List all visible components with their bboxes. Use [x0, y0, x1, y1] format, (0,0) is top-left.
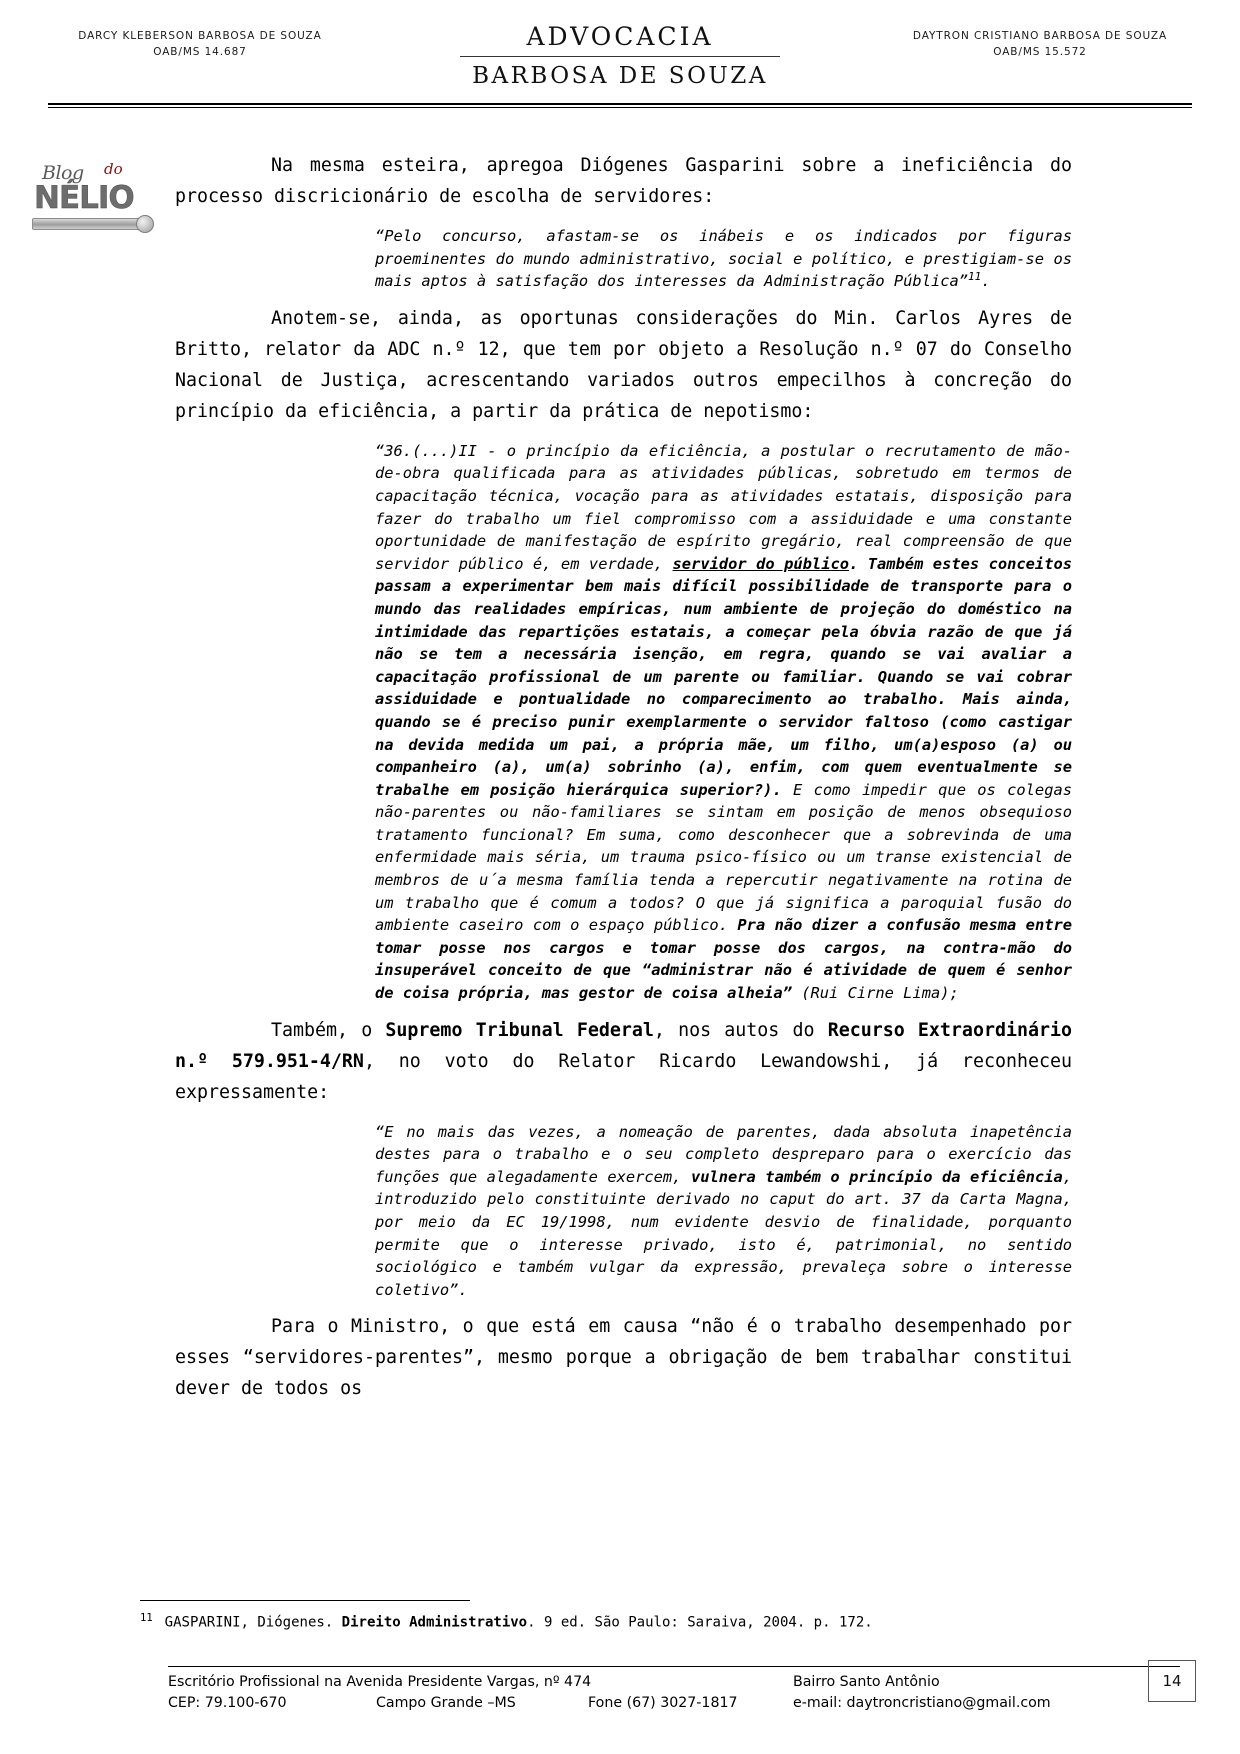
logo-name-text: NÉLIO: [34, 180, 134, 216]
page-number-box: 14: [1148, 1660, 1196, 1702]
footer-row-2: [168, 1693, 1180, 1714]
blog-logo-watermark: [28, 160, 146, 240]
logo-knob-icon: [136, 215, 154, 233]
footer-row-1: [168, 1672, 1180, 1693]
footnote-area: [140, 1600, 1072, 1633]
footnote-author: GASPARINI, Diógenes.: [164, 1614, 342, 1631]
paragraph-4: Para o Ministro, o que está em causa “não é o trabalho desempenhado por esses “servidores-parentes”, mesmo porque a obrigação de bem trabalhar constitui dever de todos os: [175, 1316, 1072, 1400]
header-right-lawyer: [890, 28, 1190, 61]
footer-city: Campo Grande –MS: [376, 1695, 516, 1711]
header-left-lawyer: [50, 28, 350, 61]
paragraph-2: Anotem-se, ainda, as oportunas considerações do Min. Carlos Ayres de Britto, relator da ADC n.º 12, que tem por objeto a Resolução n.º 07 do Conselho Nacional de Justiça, acrescentando variados outros empecilhos à concreção do princípio da eficiência, a partir da prática de nepotismo:: [175, 307, 1072, 422]
logo-do-text: do: [104, 160, 123, 178]
quotation-1-period: .: [981, 272, 991, 291]
quotation-3-part-a: “E no mais das vezes, a nomeação de parentes, dada absoluta inapetência destes para o trabalho e o seu completo despreparo para o exercício das funções que alegadamente exercem,: [375, 1122, 1072, 1186]
quotation-2-bold-b: Pra não dizer a confusão mesma entre tomar posse nos cargos e tomar posse dos cargos, na contra-mão do insuperável conceito de que “administrar não é atividade de quem é senhor de coisa própria, mas gestor de coisa alheia”: [375, 916, 1073, 1003]
header-left-name: DARCY KLEBERSON BARBOSA DE SOUZA: [78, 30, 322, 42]
footnote-details: . 9 ed. São Paulo: Saraiva, 2004. p. 172.: [527, 1614, 873, 1631]
paragraph-3-c: , nos autos do: [653, 1019, 828, 1041]
footer-cep: CEP: 79.100-670: [168, 1695, 287, 1711]
letterhead: [50, 22, 1190, 102]
footer-divider: [168, 1666, 1180, 1667]
quotation-2-part-b: E como impedir que os colegas não-parentes ou não-familiares se sintam em posição de menos obsequioso tratamento funcional? Em suma, como desconhecer que a sobrevinda de uma enfermidade mais séria, um trauma psico-físico ou um transe existencial de membros de u´a mesma família tenda a repercutir negativamente na rotina de um trabalho que é comum a todos? O que já significa a paroquial fusão do ambiente caseiro com o espaço público.: [375, 780, 1072, 935]
header-left-oab: OAB/MS 14.687: [153, 46, 247, 59]
firm-title-line2: BARBOSA DE SOUZA: [472, 63, 768, 89]
page-footer: [168, 1666, 1180, 1714]
quotation-2-part-c: (Rui Cirne Lima);: [791, 984, 959, 1003]
footnote-marker: 11: [140, 1612, 153, 1624]
header-divider: [48, 103, 1192, 108]
quotation-3: [375, 1121, 1072, 1302]
paragraph-3: [175, 1015, 1072, 1108]
quotation-2-bold-a: . Também estes conceitos passam a experimentar bem mais difícil possibilidade de transporte para o mundo das realidades empíricas, num ambiente de projeção do doméstico na intimidade das repartições estatais, a começar pela óbvia razão de que já não se tem a necessária isenção, em regra, quando se vai avaliar a capacitação profissional de um parente ou familiar. Quando se vai cobrar assiduidade e pontualidade no comparecimento ao trabalho. Mais ainda, quando se é preciso punir exemplarmente o servidor faltoso (como castigar na devida medida um pai, a própria mãe, um filho, um(a)esposo (a) ou companheiro (a), um(a) sobrinho (a), enfim, com quem eventualmente se trabalhe em posição hierárquica superior?).: [375, 554, 1072, 799]
paragraph-1: Na mesma esteira, apregoa Diógenes Gasparini sobre a ineficiência do processo discricionário de escolha de servidores:: [175, 155, 1072, 207]
footnote-work-title: Direito Administrativo: [341, 1614, 528, 1631]
firm-title: [410, 22, 830, 89]
firm-title-divider: [460, 56, 780, 57]
paragraph-3-re: Recurso Extraordinário n.º 579.951-4/RN: [175, 1019, 1072, 1072]
document-body: [175, 150, 1072, 1417]
footer-phone: Fone (67) 3027-1817: [588, 1695, 738, 1711]
footnote-11: [140, 1608, 1072, 1633]
footer-district: Bairro Santo Antônio: [793, 1674, 940, 1690]
quotation-1-text: “Pelo concurso, afastam-se os inábeis e os indicados por figuras proeminentes do mundo administrativo, social e político, e prestigiam-se os mais aptos à satisfação dos interesses da Administração Pública”: [375, 227, 1072, 291]
header-right-name: DAYTRON CRISTIANO BARBOSA DE SOUZA: [912, 30, 1168, 42]
quotation-2-part-a: “36.(...)II - o princípio da eficiência, a postular o recrutamento de mão-de-obra qualificada para as atividades públicas, sobretudo em termos de capacitação técnica, vocação para as atividades estatais, disposição para fazer do trabalho um fiel compromisso com a assiduidade e uma constante oportunidade de manifestação de espírito gregário, real compreensão de que servidor público é, em verdade,: [375, 441, 1072, 573]
logo-bar-shape: [32, 218, 142, 230]
header-right-oab: OAB/MS 15.572: [993, 46, 1087, 59]
quotation-3-bold: vulnera também o princípio da eficiência: [690, 1167, 1063, 1186]
quotation-3-part-b: , introduzido pelo constituinte derivado no caput do art. 37 da Carta Magna, por meio da EC 19/1998, num evidente desvio de finalidade, porquanto permite que o interesse privado, isto é, patrimonial, no sentido sociológico e também vulgar da expressão, prevaleça sobre o interesse coletivo”.: [375, 1167, 1073, 1299]
firm-title-line1: ADVOCACIA: [526, 22, 714, 51]
quotation-2: [375, 440, 1072, 1005]
paragraph-3-e: , no voto do Relator Ricardo Lewandowshi, já reconheceu expressamente:: [175, 1050, 1073, 1103]
paragraph-3-stf: Supremo Tribunal Federal: [385, 1019, 654, 1041]
footer-address: Escritório Profissional na Avenida Presidente Vargas, nº 474: [168, 1674, 592, 1690]
footnote-divider: [140, 1600, 470, 1601]
quotation-2-underlined: servidor do público: [672, 554, 849, 573]
quotation-1: [375, 225, 1072, 293]
paragraph-3-a: Também, o: [271, 1019, 386, 1041]
logo-blog-text: Blog: [42, 162, 84, 184]
footer-email: e-mail: daytroncristiano@gmail.com: [793, 1695, 1051, 1711]
footnote-ref-11: 11: [968, 270, 982, 284]
footer-content: [168, 1672, 1180, 1714]
